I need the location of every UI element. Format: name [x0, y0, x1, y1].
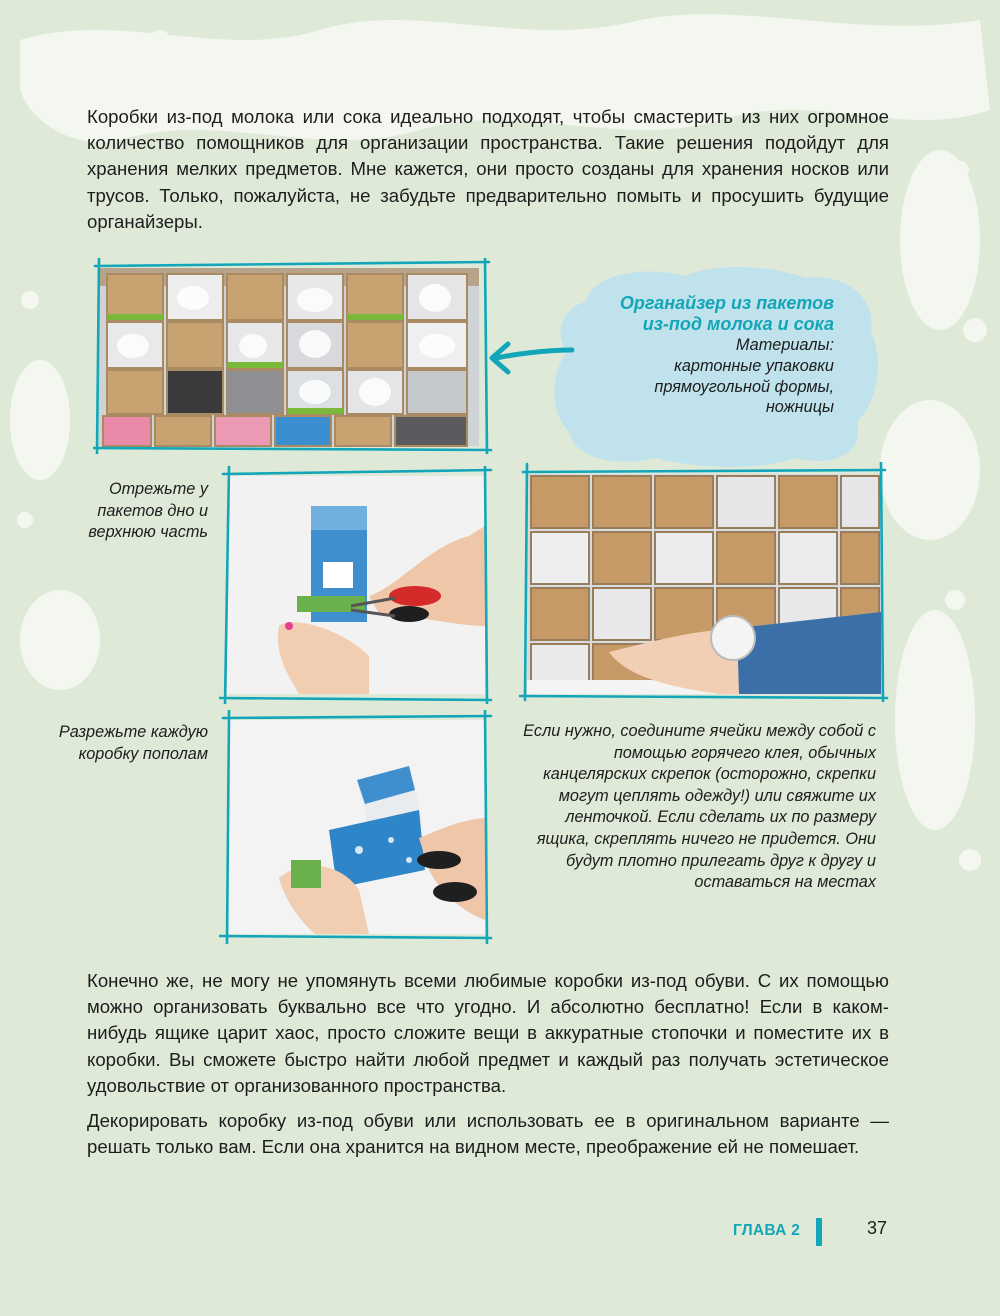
- callout-materials: Материалы: картонные упаковки прямоугольной формы, ножницы: [654, 336, 834, 417]
- caption-cut-bottom: Отрежьте у пакетов дно и верхнюю часть: [88, 480, 208, 542]
- chapter-label: ГЛАВА 2: [733, 1222, 801, 1239]
- caption-connect: Если нужно, соедините ячейки между собой с помощью горячего клея, обычных канцелярских скрепок (осторожно, скрепки могут цеплять одежду!) или свяжите их ленточкой. Если сделать их по размеру ящика, скреплять ничего не придется. Они будут плотно прилегать друг к другу и оставаться на местах: [523, 722, 876, 892]
- caption-cut-half: Разрежьте каждую коробку пополам: [58, 723, 208, 763]
- shoebox-paragraph: Конечно же, не могу не упомянуть всеми любимые коробки из-под обуви. С их помощью можно организовать буквально все что угодно. И абсолютно бесплатно! Если в каком-нибудь ящике царит хаос, просто сложите вещи в аккуратные стопочки и поместите их в коробки. Вы сможете быстро найти любой предмет и каждый раз получать эстетическое удовольствие от организованного пространства.: [87, 970, 889, 1096]
- organizer-photo: [93, 258, 493, 454]
- chapter-divider: [816, 1218, 822, 1246]
- arrow-icon: [486, 336, 576, 376]
- callout-title-line1: Органайзер из пакетов: [619, 293, 834, 313]
- drawer-photo: [519, 462, 889, 702]
- page-number: 37: [867, 1218, 888, 1238]
- intro-paragraph: Коробки из-под молока или сока идеально подходят, чтобы смастерить из них огромное количество помощников для организации пространства. Такие решения подойдут для хранения мелких предметов. Мне кажется, они просто созданы для хранения носков или трусов. Только, пожалуйста, не забудьте предварительно помыть и просушить будущие органайзеры.: [87, 106, 889, 232]
- cutting-photo: [219, 466, 493, 704]
- callout-text: [560, 293, 834, 418]
- decorate-paragraph: Декорировать коробку из-под обуви или использовать ее в оригинальном варианте — решать только вам. Если она хранится на видном месте, преображение ей не помешает.: [87, 1110, 889, 1158]
- cut-half-photo: [219, 710, 493, 944]
- callout-title-line2: из-под молока и сока: [642, 314, 834, 334]
